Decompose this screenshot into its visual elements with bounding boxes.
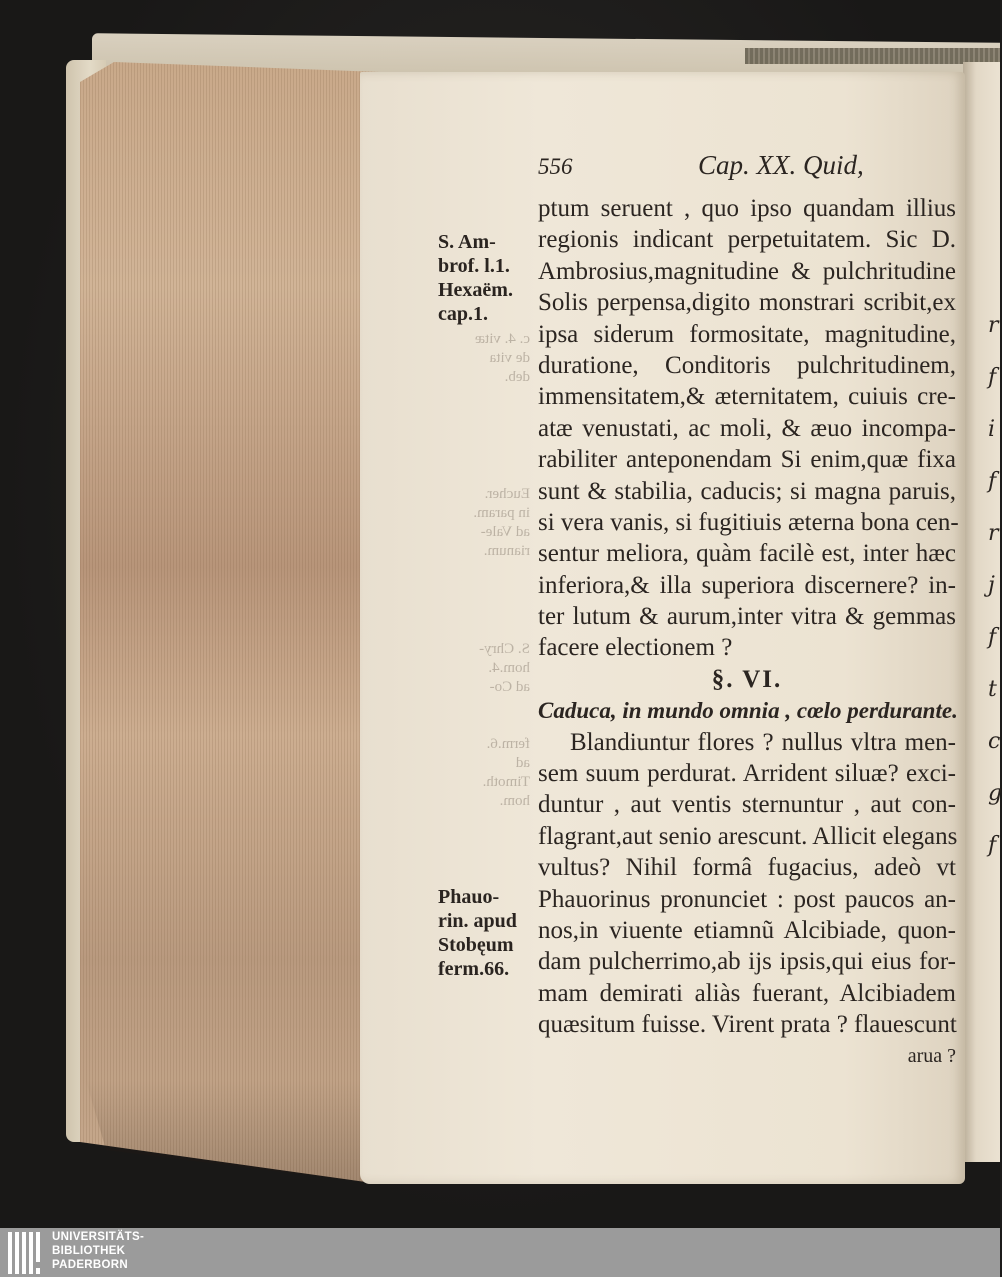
margin-note-ambrose xyxy=(438,230,533,326)
facing-page-mark: g xyxy=(988,781,1002,806)
margin-note-line: brof. l.1. xyxy=(438,255,510,277)
text-line: regionis indicant perpetuitatem. Sic D. xyxy=(538,226,956,254)
show-through-text: ferm.6. ad Timoth. hom. xyxy=(482,736,530,809)
text-line: ptum seruent , quo ipso quandam illius xyxy=(538,195,956,222)
book-spine-band xyxy=(745,48,1000,64)
page-number: 556 xyxy=(538,154,573,179)
text-line: inferiora,& illa superiora discernere? in- xyxy=(538,571,956,599)
margin-note-line: rin. apud xyxy=(438,910,517,932)
facing-page-marks xyxy=(988,300,1000,1000)
margin-note-line: ferm.66. xyxy=(438,958,510,980)
facing-page-mark: j xyxy=(988,573,995,598)
text-line: Blandiuntur flores ? nullus vltra men- xyxy=(570,728,956,756)
facing-page-mark: c xyxy=(988,729,1001,754)
text-line: flagrant,aut senio arescunt. Allicit elegans xyxy=(538,822,958,850)
library-name-line: UNIVERSITÄTS- xyxy=(52,1231,145,1243)
book-fore-edge xyxy=(80,62,380,1184)
text-line: Solis perpensa,digito monstrari scribit,ex xyxy=(538,289,956,317)
text-line: mam demirati aliàs fuerant, Alcibiadem xyxy=(538,979,956,1007)
show-through-text: S. Chry- hom.4. ad Co- xyxy=(479,641,530,695)
show-through-text: Eucher. in param. ad Vale- rianum. xyxy=(473,486,530,559)
text-line: Phauorinus pronunciet : post paucos an- xyxy=(538,885,956,913)
library-footer xyxy=(0,1228,1000,1277)
main-text-block xyxy=(538,193,959,1072)
running-head xyxy=(538,150,958,194)
facing-page-mark: f xyxy=(988,365,997,390)
margin-note-line: cap.1. xyxy=(438,303,488,325)
text-line: duratione, Conditoris pulchritudinem, xyxy=(538,351,956,379)
margin-note-line: Phauo- xyxy=(438,886,500,908)
text-line: si vera vanis, si fugitiuis æterna bona cen- xyxy=(538,508,959,536)
section-heading: §. VI. xyxy=(711,665,783,693)
library-logo-icon xyxy=(8,1232,48,1274)
facing-page-mark: r xyxy=(988,521,999,546)
library-name xyxy=(52,1230,144,1272)
text-line: ipsa siderum formositate, magnitudine, xyxy=(538,320,956,348)
section-subtitle: Caduca, in mundo omnia , cœlo perdurante. xyxy=(538,698,958,724)
text-line: ter lutum & aurum,inter vitra & gemmas xyxy=(538,603,956,631)
facing-page-mark: f xyxy=(988,469,997,494)
margin-note-line: Stobęum xyxy=(438,934,514,956)
facing-page-mark: r xyxy=(988,313,999,338)
margin-note-line: S. Am- xyxy=(438,231,496,253)
library-name-line: PADERBORN xyxy=(52,1259,128,1271)
facing-page-mark: f xyxy=(988,833,997,858)
text-line: sem suum perdurat. Arrident siluæ? exci- xyxy=(538,760,956,788)
text-line: Ambrosius,magnitudine & pulchritudine xyxy=(538,257,956,285)
facing-page-mark: t xyxy=(988,677,997,702)
text-line: duntur , aut ventis sternuntur , aut con- xyxy=(538,791,956,819)
text-line: quæsitum fuisse. Virent prata ? flauescunt xyxy=(538,1011,957,1039)
margin-note-line: Hexaëm. xyxy=(438,279,513,301)
margin-note-phauorinus xyxy=(438,885,533,981)
text-line: dam pulcherrimo,ab ijs ipsis,qui eius for- xyxy=(538,948,956,976)
show-through-text: c. 4. vitæ de vita deb. xyxy=(475,331,530,385)
facing-page-mark: f xyxy=(988,625,997,650)
text-line: sentur meliora, quàm facilè est, inter hæc xyxy=(538,540,956,568)
text-line: nos,in viuente etiamnũ Alcibiade, quon- xyxy=(538,916,956,944)
catchword: arua ? xyxy=(907,1044,956,1067)
facing-page-mark: i xyxy=(988,417,996,442)
text-line: atæ venustati, ac moli, & æuo incompa- xyxy=(538,414,956,442)
text-line: vultus? Nihil formâ fugacius, adeò vt xyxy=(538,854,956,882)
text-line: sunt & stabilia, caducis; si magna paruis, xyxy=(538,477,956,505)
library-name-line: BIBLIOTHEK xyxy=(52,1245,126,1257)
text-line: rabiliter anteponendam Si enim,quæ fixa xyxy=(538,446,956,474)
chapter-title: Cap. XX. Quid, xyxy=(698,150,864,180)
text-line: facere electionem ? xyxy=(538,634,733,662)
text-line: immensitatem,& æternitatem, cuiuis cre- xyxy=(538,383,956,411)
